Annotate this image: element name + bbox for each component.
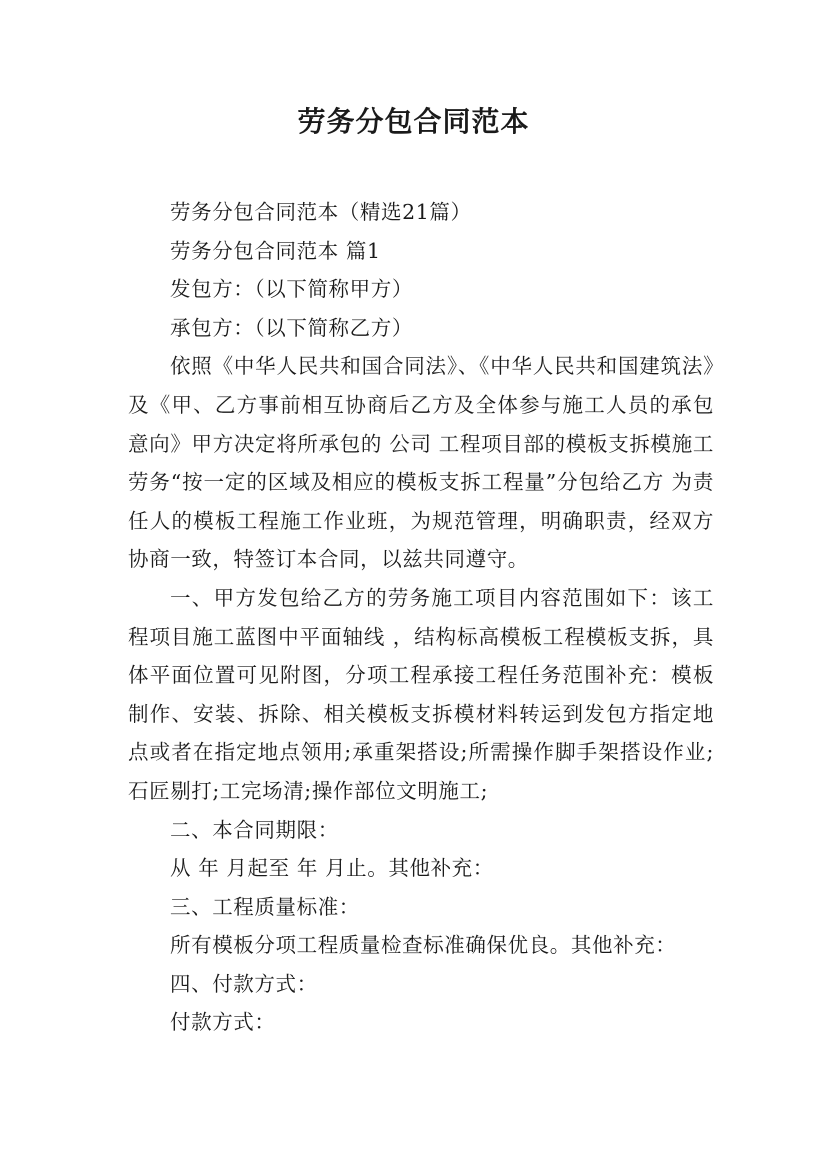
paragraph-preamble: 依照《中华人民共和国合同法》、《中华人民共和国建筑法》及《甲、乙方事前相互协商后乙方及全体参与施工人员的承包意向》甲方决定将所承包的 公司 工程项目部的模板支拆模施工劳务“按一定的区域及相应的模板支拆工程量”分包给乙方 为责任人的模板工程施工作业班，为规范管理，明确职责，经双方协商一致，特签订本合同，以兹共同遵守。 xyxy=(128,354,714,572)
paragraph-clause-3-heading: 三、工程质量标准： xyxy=(170,894,360,919)
paragraph-clause-2-body: 从 年 月起至 年 月止。其他补充： xyxy=(170,856,494,881)
paragraph-clause-2-heading: 二、本合同期限： xyxy=(170,817,339,842)
document-body xyxy=(128,193,714,1042)
document-title: 劳务分包合同范本 xyxy=(297,105,530,138)
paragraph-subtitle: 劳务分包合同范本（精选21篇） xyxy=(170,200,472,224)
paragraph-clause-3-body: 所有模板分项工程质量检查标准确保优良。其他补充： xyxy=(170,933,677,958)
paragraph-section-heading: 劳务分包合同范本 篇1 xyxy=(170,238,381,263)
paragraph-clause-1: 一、甲方发包给乙方的劳务施工项目内容范围如下：该工程项目施工蓝图中平面轴线 ，结构标高模板工程模板支拆，具体平面位置可见附图，分项工程承接工程任务范围补充：模板制作、安装、拆除、相关模板支拆模材料转运到发包方指定地点或者在指定地点领用;承重架搭设;所需操作脚手架搭设作业;石匠剔打;工完场清;操作部位文明施工; xyxy=(128,585,714,803)
paragraph-clause-4-body: 付款方式： xyxy=(170,1010,276,1035)
paragraph-clause-4-heading: 四、付款方式： xyxy=(170,971,318,996)
paragraph-party-a: 发包方：（以下简称甲方） xyxy=(170,277,413,302)
paragraph-party-b: 承包方：（以下简称乙方） xyxy=(170,315,413,340)
